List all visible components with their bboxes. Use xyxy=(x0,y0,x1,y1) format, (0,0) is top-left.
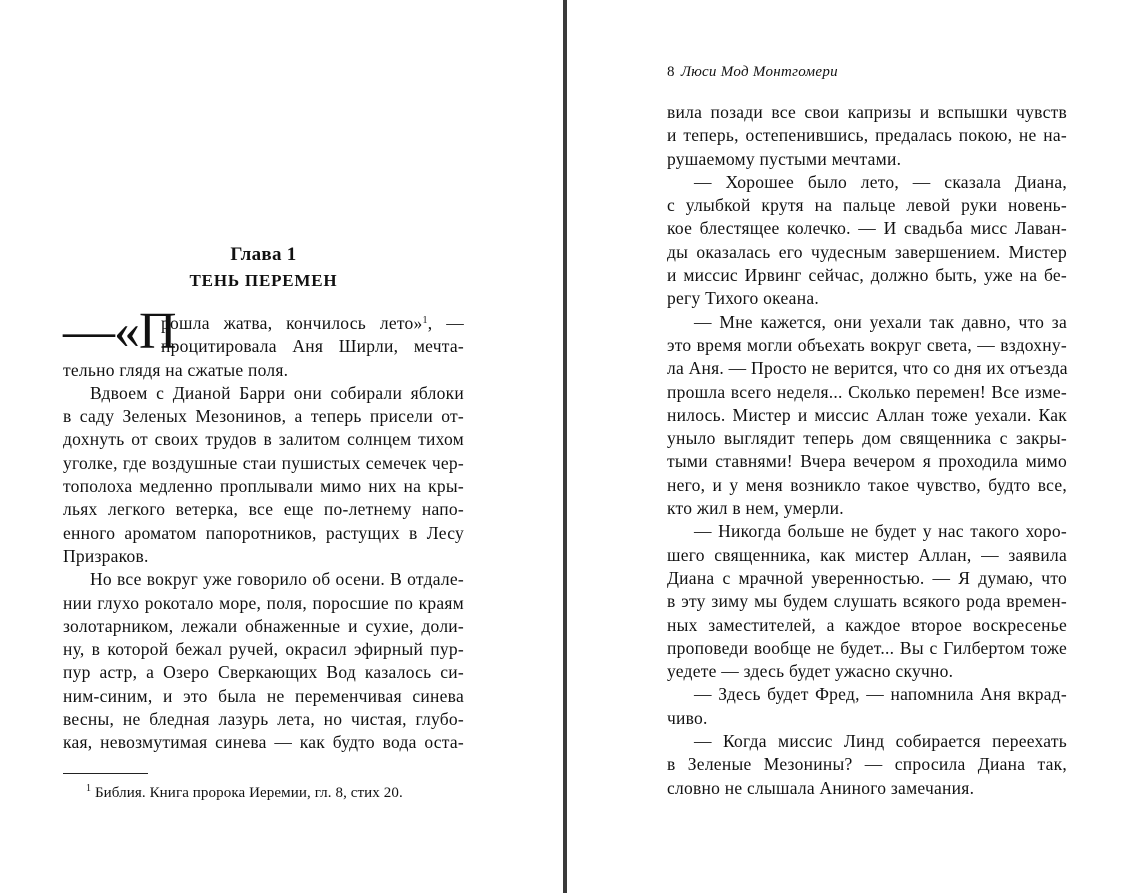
body-line: — Никогда больше не будет у нас такого хоро- xyxy=(694,521,1067,542)
body-line: тополоха медленно проплывали мимо них на кры- xyxy=(63,476,464,497)
body-line: нилось. Мистер и миссис Аллан тоже уехали. Как xyxy=(667,404,1067,425)
body-line: регу Тихого океана. xyxy=(667,288,819,309)
body-line: с улыбкой крутя на пальце левой руки новень- xyxy=(667,195,1067,216)
right-page xyxy=(567,0,1133,893)
body-line: весны, не бледная лазурь лета, но чистая, глубо- xyxy=(63,709,464,730)
body-line-text: , — xyxy=(427,313,464,333)
running-head xyxy=(667,64,838,81)
body-line xyxy=(63,312,464,335)
body-line: нии глухо рокотало море, поля, поросшие по краям xyxy=(63,592,464,613)
body-line: дохнуть от своих трудов в залитом солнцем тихом xyxy=(63,429,464,450)
body-line: тельно глядя на сжатые поля. xyxy=(63,359,289,380)
body-line: ну, в которой бежал ручей, окрасил эфирный пур- xyxy=(63,639,464,660)
body-line: тыми ставнями! Вчера вечером я проходила мимо xyxy=(667,451,1067,472)
body-line: ла Аня. — Просто не верится, что со дня их отъезда xyxy=(667,358,1068,379)
body-line: кая, невозмутимая синева — как будто вода оста- xyxy=(63,732,464,753)
footnote-divider xyxy=(63,773,148,774)
drop-cap: —«П xyxy=(63,303,176,360)
body-line: льях легкого ветерка, все еще по-летнему напо- xyxy=(63,499,464,520)
body-line: процитировала Аня Ширли, мечта- xyxy=(161,336,464,357)
body-line: Вдвоем с Дианой Барри они собирали яблоки xyxy=(90,382,464,403)
body-line: проповеди вообще не будет... Вы с Гилбертом тоже xyxy=(667,637,1067,658)
body-line: уедете — здесь будет ужасно скучно. xyxy=(667,661,954,682)
body-line: чиво. xyxy=(667,707,708,728)
body-line: и теперь, остепенившись, предалась покою, не на- xyxy=(667,125,1067,146)
footnote-text: Библия. Книга пророка Иеремии, гл. 8, стих 20. xyxy=(94,785,403,801)
body-line: словно не слышала Аниного замечания. xyxy=(667,777,975,798)
footnote-number: 1 xyxy=(86,783,92,794)
body-line: уныло выглядит теперь дом священника с закры- xyxy=(667,428,1067,449)
footnote xyxy=(86,783,403,803)
running-title: Люси Мод Монтгомери xyxy=(680,64,838,80)
body-line: кто жил в нем, умерли. xyxy=(667,498,844,519)
chapter-title: ТЕНЬ ПЕРЕМЕН xyxy=(189,271,338,290)
body-line: уголке, где воздушные стаи пушистых семечек чер- xyxy=(63,452,464,473)
body-line: в эту зиму мы будем слушать всякого рода времен- xyxy=(667,591,1067,612)
page-number: 8 xyxy=(667,64,675,80)
body-line: ды оказалась его чудесным завершением. Мистер xyxy=(667,241,1067,262)
footnote-reference: 1 xyxy=(422,315,428,326)
body-line: него, и у меня возникло такое чувство, будто все, xyxy=(667,474,1067,495)
right-body-text xyxy=(667,101,1067,800)
left-page xyxy=(0,0,563,893)
body-line: прошла всего неделя... Сколько перемен! Все изме- xyxy=(667,381,1067,402)
body-line: — Здесь будет Фред, — напомнила Аня вкрад- xyxy=(694,684,1067,705)
body-line: вила позади все свои капризы и вспышки чувств xyxy=(667,102,1067,122)
body-line: шего священника, как мистер Аллан, — заявила xyxy=(667,544,1067,565)
body-line: Диана с мрачной уверенностью. — Я думаю, что xyxy=(667,567,1067,588)
body-line: — Хорошее было лето, — сказала Диана, xyxy=(694,171,1067,192)
left-body-text xyxy=(63,312,464,755)
body-line: и миссис Ирвинг сейчас, должно быть, уже на бе- xyxy=(667,265,1067,286)
body-line: пур астр, а Озеро Сверкающих Вод казалось си- xyxy=(63,662,464,683)
body-line: Призраков. xyxy=(63,545,149,566)
body-line-text: рошла жатва, кончилось лето» xyxy=(161,313,423,333)
body-line: рушаемому пустыми мечтами. xyxy=(667,148,902,169)
body-line: — Когда миссис Линд собирается переехать xyxy=(694,731,1067,752)
body-line: в Зеленые Мезонины? — спросила Диана так, xyxy=(667,754,1067,775)
body-line: — Мне кажется, они уехали так давно, что за xyxy=(694,311,1067,332)
body-line: золотарником, лежали обнаженные и сухие, доли- xyxy=(63,615,464,636)
body-line: енного ароматом папоротников, растущих в Лесу xyxy=(63,522,464,543)
body-line: это время могли объехать вокруг света, — вздохну- xyxy=(667,334,1067,355)
body-line: Но все вокруг уже говорило об осени. В отдале- xyxy=(90,569,464,590)
body-line: ним-синим, и это была не переменчивая синева xyxy=(63,685,464,706)
body-line: в саду Зеленых Мезонинов, а теперь присели от- xyxy=(63,406,464,427)
body-line: кое блестящее колечко. — И свадьба мисс Лаван- xyxy=(667,218,1067,239)
body-line: ных заместителей, а каждое второе воскресенье xyxy=(667,614,1067,635)
chapter-number: Глава 1 xyxy=(230,244,297,265)
